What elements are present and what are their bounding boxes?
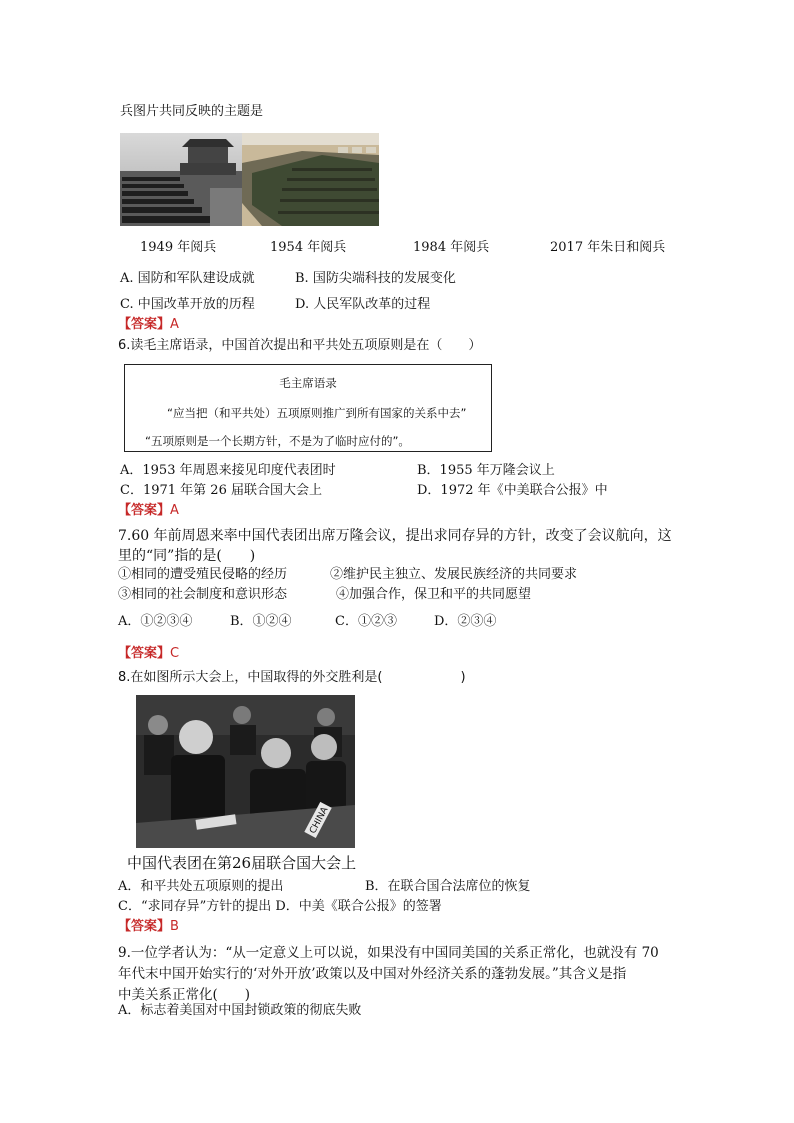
un-delegation-photo	[136, 695, 355, 848]
q5-option-a: A. 国防和军队建设成就	[120, 271, 255, 286]
caption-1984: 1984 年阅兵	[413, 240, 490, 255]
q5-option-d: D. 人民军队改革的过程	[295, 297, 431, 312]
q6-option-b: B．1955 年万隆会议上	[417, 463, 555, 478]
photo-caption: 中国代表团在第26届联合国大会上	[127, 854, 357, 872]
caption-1954: 1954 年阅兵	[270, 240, 347, 255]
answer-letter: C	[170, 646, 180, 661]
answer-letter: B	[170, 919, 179, 934]
q7-answer	[118, 646, 179, 662]
q6-stem: 6.读毛主席语录，中国首次提出和平共处五项原则是在（ ）	[118, 338, 482, 353]
q7-option-b: B．①②④	[230, 614, 292, 629]
q6-option-c: C．1971 年第 26 届联合国大会上	[120, 483, 322, 498]
q7-stem-line-1: 7.60 年前周恩来率中国代表团出席万隆会议，提出求同存异的方针，改变了会议航向，这	[118, 528, 672, 544]
answer-letter: A	[170, 317, 179, 332]
quote-line-1: “应当把（和平共处）五项原则推广到所有国家的关系中去”	[167, 406, 467, 420]
quote-title: 毛主席语录	[279, 376, 337, 390]
answer-tag: 【答案】	[118, 646, 171, 661]
q7-option-d: D．②③④	[434, 614, 497, 629]
q6-answer	[118, 503, 179, 519]
q9-option-a: A．标志着美国对中国封锁政策的彻底失败	[118, 1003, 362, 1018]
china-placard: CHINA	[308, 805, 331, 836]
q7-item-3: ③相同的社会制度和意识形态	[118, 587, 288, 602]
q8-option-b: B．在联合国合法席位的恢复	[365, 879, 531, 894]
answer-tag: 【答案】	[118, 503, 171, 518]
q9-stem-line-1: 9.一位学者认为：“从一定意义上可以说，如果没有中国同美国的关系正常化，也就没有 70	[118, 945, 659, 961]
q9-stem-line-2: 年代末中国开始实行的‘对外开放’政策以及中国对外经济关系的蓬勃发展。”其含义是指	[118, 966, 627, 982]
parade-photo-2017	[242, 133, 379, 226]
q5-answer	[118, 317, 179, 333]
caption-2017: 2017 年朱日和阅兵	[550, 240, 666, 255]
quote-box	[124, 364, 492, 452]
answer-letter: A	[170, 503, 179, 518]
q8-option-a: A．和平共处五项原则的提出	[118, 879, 284, 894]
quote-line-2: “五项原则是一个长期方针，不是为了临时应付的”。	[145, 434, 410, 448]
answer-tag: 【答案】	[118, 919, 171, 934]
q8-stem: 8.在如图所示大会上，中国取得的外交胜利是( )	[118, 670, 466, 685]
q7-item-2: ②维护民主独立、发展民族经济的共同要求	[330, 567, 578, 582]
caption-1949: 1949 年阅兵	[140, 240, 217, 255]
q8-option-cd: C．“求同存异”方针的提出 D．中美《联合公报》的签署	[118, 899, 442, 914]
q7-stem-line-2: 里的“同”指的是( )	[118, 548, 256, 564]
parade-photo-1949	[120, 133, 242, 226]
q7-item-1: ①相同的遭受殖民侵略的经历	[118, 567, 288, 582]
q6-option-a: A．1953 年周恩来接见印度代表团时	[120, 463, 336, 478]
answer-tag: 【答案】	[118, 317, 171, 332]
q5-option-c: C. 中国改革开放的历程	[120, 297, 255, 312]
q7-option-c: C．①②③	[335, 614, 397, 629]
q5-option-b: B. 国防尖端科技的发展变化	[295, 271, 456, 286]
q8-answer	[118, 919, 179, 935]
q7-option-a: A．①②③④	[118, 614, 193, 629]
q9-stem-line-3: 中美关系正常化( )	[118, 987, 251, 1003]
q5-intro: 兵图片共同反映的主题是	[120, 104, 264, 119]
q7-item-4: ④加强合作，保卫和平的共同愿望	[336, 587, 532, 602]
q6-option-d: D．1972 年《中美联合公报》中	[417, 483, 608, 498]
